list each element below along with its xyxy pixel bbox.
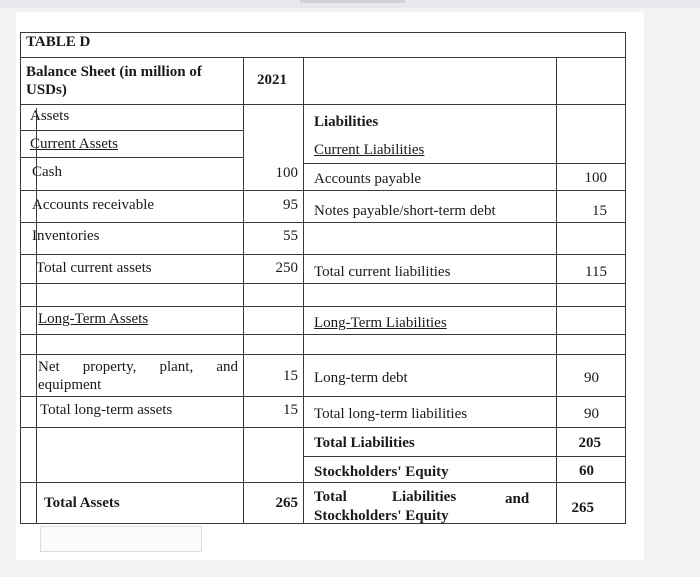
total-le-value: 265 bbox=[571, 500, 594, 516]
stockholders-equity-value: 60 bbox=[579, 463, 594, 479]
payable-value: 100 bbox=[584, 170, 607, 186]
total-assets-label: Total Assets bbox=[44, 495, 120, 511]
total-le-label-equity: Stockholders' Equity bbox=[314, 508, 449, 524]
cash-value: 100 bbox=[275, 165, 298, 181]
longterm-liabilities-heading: Long-Term Liabilities bbox=[314, 315, 447, 331]
total-longterm-liabilities-label: Total long-term liabilities bbox=[314, 406, 468, 422]
total-current-assets-value: 250 bbox=[275, 260, 298, 276]
header-label: Balance Sheet (in million of USDs) bbox=[26, 64, 202, 98]
table-title: TABLE D bbox=[26, 34, 91, 50]
year-header: 2021 bbox=[257, 72, 287, 88]
total-current-liabilities-label: Total current liabilities bbox=[314, 264, 451, 280]
ppe-label: Net property, plant, and equipment bbox=[38, 359, 238, 393]
total-longterm-liabilities-value: 90 bbox=[584, 406, 599, 422]
stockholders-equity-label: Stockholders' Equity bbox=[314, 464, 449, 480]
total-current-liabilities-value: 115 bbox=[585, 264, 607, 280]
assets-heading: Assets bbox=[30, 108, 70, 124]
inventories-value: 55 bbox=[283, 228, 298, 244]
payable-label: Accounts payable bbox=[314, 171, 422, 187]
notes-payable-value: 15 bbox=[592, 203, 607, 219]
total-le-label-total: Total bbox=[314, 489, 347, 505]
liabilities-heading: Liabilities bbox=[314, 114, 379, 130]
notes-payable-label: Notes payable/short-term debt bbox=[314, 203, 496, 219]
longterm-assets-heading: Long-Term Assets bbox=[38, 311, 149, 327]
total-assets-value: 265 bbox=[275, 495, 298, 511]
total-longterm-assets-value: 15 bbox=[283, 402, 298, 418]
total-liabilities-label: Total Liabilities bbox=[314, 435, 415, 451]
longterm-debt-label: Long-term debt bbox=[314, 370, 408, 386]
cash-label: Cash bbox=[32, 164, 62, 180]
total-le-label-liabilities: Liabilities bbox=[392, 489, 457, 505]
total-current-assets-label: Total current assets bbox=[36, 260, 152, 276]
inventories-label: Inventories bbox=[32, 228, 100, 244]
total-longterm-assets-label: Total long-term assets bbox=[40, 402, 173, 418]
receivable-value: 95 bbox=[283, 197, 298, 213]
total-le-label-and: and bbox=[505, 491, 530, 507]
ppe-value: 15 bbox=[283, 368, 298, 384]
current-liabilities-heading: Current Liabilities bbox=[314, 142, 425, 158]
current-assets-heading: Current Assets bbox=[30, 136, 118, 152]
longterm-debt-value: 90 bbox=[584, 370, 599, 386]
total-liabilities-value: 205 bbox=[578, 435, 601, 451]
receivable-label: Accounts receivable bbox=[32, 197, 155, 213]
